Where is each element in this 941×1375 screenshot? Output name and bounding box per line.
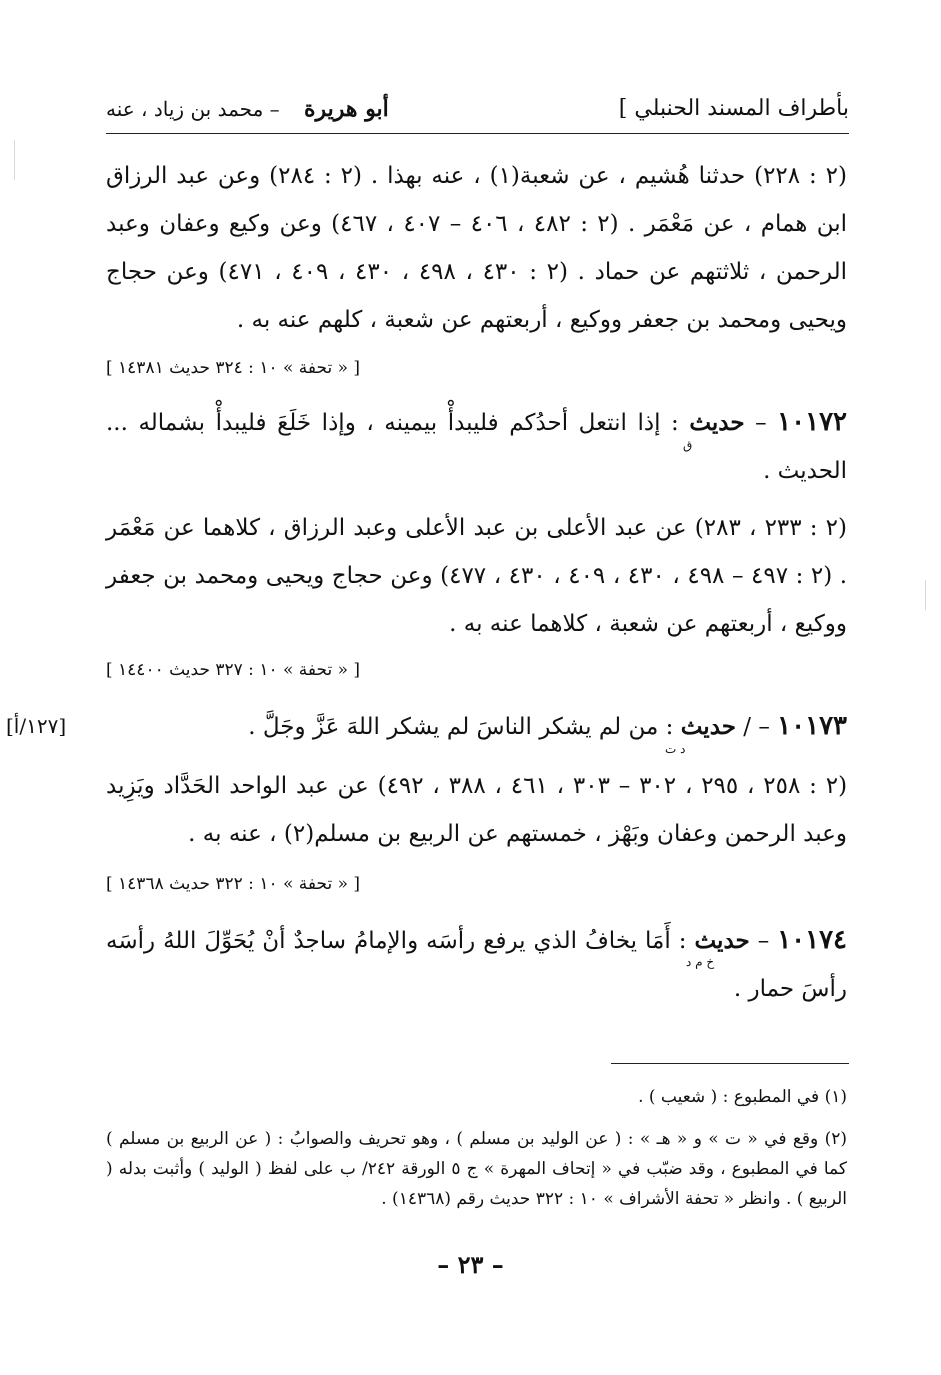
chain-paragraph-3: (٢ : ٢٥٨ ، ٢٩٥ ، ٣٠٢ – ٣٠٣ ، ٤٦١ ، ٣٨٨ ، ٤٩٢) عن عبد الواحد الحَدَّاد ويَزِيد وعبد الرحمن وعفان وبَهْز ، خمستهم عن الربيع بن مسلم(٢) ، عنه به . — [106, 773, 848, 847]
hadith-keyword: حديث — [694, 927, 750, 954]
header-left-text — [106, 96, 389, 122]
footnote-rule — [611, 1063, 849, 1064]
hadith-number: ١٠١٧٤ — [777, 925, 848, 955]
footnote-1: (١) في المطبوع : ( شعيب ) . — [638, 1087, 847, 1107]
hadith-text: : من لم يشكر الناسَ لم يشكر اللهَ عَزَّ وجَلَّ . — [248, 714, 681, 740]
collection-symbols: ق — [683, 438, 693, 452]
scan-mark — [14, 140, 15, 180]
entry-dash: – — [749, 928, 778, 954]
tuhfa-reference-3: [ « تحفة » ١٠ : ٣٢٢ حديث ١٤٣٦٨ ] — [106, 874, 361, 894]
running-header — [106, 96, 849, 130]
hadith-entry-10173 — [106, 702, 847, 751]
hadith-entry-10174 — [106, 916, 847, 1013]
header-narrator: – محمد بن زياد ، عنه — [106, 97, 286, 121]
header-book-title: بأطراف المسند الحنبلي ] — [618, 96, 849, 121]
header-companion: أبو هريرة — [304, 96, 389, 122]
collection-symbols: د ت — [665, 742, 686, 756]
scan-mark — [925, 580, 926, 610]
page-number: – ٢٣ – — [437, 1250, 504, 1279]
header-rule — [106, 133, 849, 134]
hadith-text: : أَمَا يخافُ الذي يرفع رأسَه والإمامُ ساجدٌ أنْ يُحَوِّلَ اللهُ رأسَه رأسَ حمار . — [106, 928, 847, 1002]
footnote-2: (٢) وقع في « ت » و « هـ » : ( عن الوليد بن مسلم ) ، وهو تحريف والصوابُ : ( عن الربيع بن مسلم ) كما في المطبوع ، وقد ضبّب في « إتحاف المهرة » ج ٥ الورقة ٢٤٢/ ب على لفظ ( الوليد ) وأثبت بدله ( الربيع ) . وانظر « تحفة الأشراف » ١٠ : ٣٢٢ حديث رقم (١٤٣٦٨) . — [106, 1129, 847, 1209]
hadith-number: ١٠١٧٢ — [777, 407, 847, 437]
tuhfa-reference-1: [ « تحفة » ١٠ : ٣٢٤ حديث ١٤٣٨١ ] — [106, 358, 361, 378]
tuhfa-reference-2: [ « تحفة » ١٠ : ٣٢٧ حديث ١٤٤٠٠ ] — [106, 660, 361, 680]
chain-paragraph-2: (٢ : ٢٣٣ ، ٢٨٣) عن عبد الأعلى بن عبد الأعلى وعبد الرزاق ، كلاهما عن مَعْمَر . (٢ : ٤٩٧ – ٤٩٨ ، ٤٣٠ ، ٤٠٩ ، ٤٣٠ ، ٤٧٧) وعن حجاج ويحيى ومحمد بن جعفر ووكيع ، أربعتهم عن شعبة ، كلاهما عنه به . — [106, 515, 848, 637]
hadith-keyword: حديث — [689, 409, 745, 436]
hadith-text: : إذا انتعل أحدُكم فليبدأْ بيمينه ، وإذا خَلَعَ فليبدأْ بشماله ... الحديث . — [106, 410, 847, 484]
collection-symbols: خ م د — [686, 955, 715, 969]
hadith-keyword: حديث — [680, 713, 736, 740]
manuscript-folio-note: [١٢٧/أ] — [6, 714, 67, 738]
entry-dash: – / — [735, 714, 778, 740]
entry-dash: – — [744, 410, 778, 436]
chain-paragraph-1: (٢ : ٢٢٨) حدثنا هُشيم ، عن شعبة(١) ، عنه بهذا . (٢ : ٢٨٤) وعن عبد الرزاق ابن همام ، عن مَعْمَر . (٢ : ٤٨٢ ، ٤٠٦ – ٤٠٧ ، ٤٦٧) وعن وكيع وعفان وعبد الرحمن ، ثلاثتهم عن حماد . (٢ : ٤٣٠ ، ٤٩٨ ، ٤٣٠ ، ٤٠٩ ، ٤٧١) وعن حجاج ويحيى ومحمد بن جعفر ووكيع ، أربعتهم عن شعبة ، كلهم عنه به . — [106, 163, 848, 333]
hadith-entry-10172 — [106, 398, 847, 495]
hadith-number: ١٠١٧٣ — [777, 711, 847, 741]
